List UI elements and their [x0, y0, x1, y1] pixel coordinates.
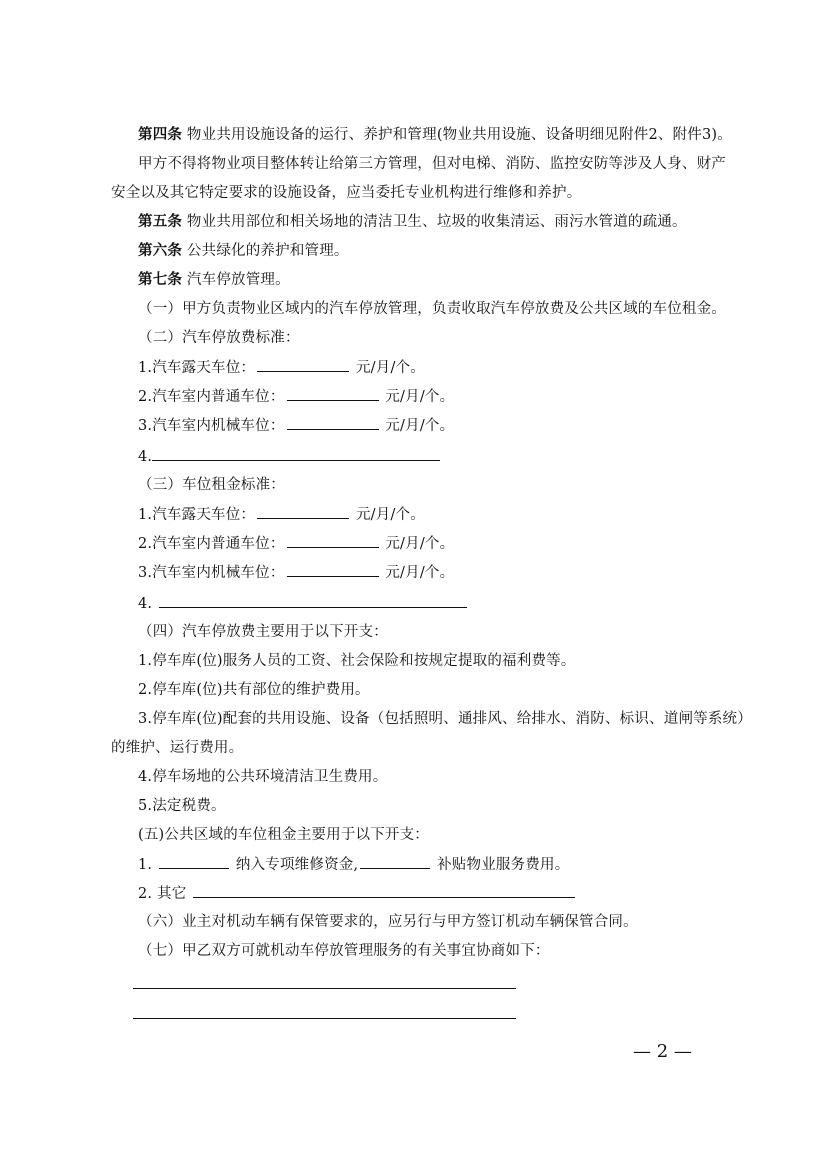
- item-4-use-3-cont: 的维护、运行费用。: [111, 740, 244, 756]
- parking-fee-row-1: 1.汽车露天车位： 元/月/个。: [138, 357, 425, 378]
- item-4-use-2: 2.停车库(位)共有部位的维护费用。: [138, 682, 370, 698]
- item-1: （一）甲方负责物业区域内的汽车停放管理，负责收取汽车停放费及公共区域的车位租金。: [138, 301, 726, 317]
- fill-blank[interactable]: [287, 415, 379, 430]
- parking-fee-row-2: 2.汽车室内普通车位： 元/月/个。: [138, 386, 454, 407]
- item-5-heading: (五)公共区域的车位租金主要用于以下开支：: [138, 827, 430, 843]
- parking-fee-row-4: 4.: [138, 446, 442, 467]
- item-4-heading: （四）汽车停放费主要用于以下开支：: [138, 624, 388, 640]
- article-4-label: 第四条: [138, 126, 183, 143]
- parking-fee-row-3: 3.汽车室内机械车位： 元/月/个。: [138, 415, 454, 436]
- article-5-text: 物业共用部位和相关场地的清洁卫生、垃圾的收集清运、雨污水管道的疏通。: [186, 214, 687, 230]
- page-number: — 2 —: [633, 1041, 692, 1062]
- space-rent-row-1: 1.汽车露天车位： 元/月/个。: [138, 504, 425, 525]
- fill-blank[interactable]: [257, 504, 349, 519]
- item-2-heading: （二）汽车停放费标准：: [138, 330, 300, 346]
- fill-blank[interactable]: [193, 883, 575, 898]
- item-6: （六）业主对机动车辆有保管要求的，应另行与甲方签订机动车辆保管合同。: [138, 914, 638, 930]
- article-7-text: 汽车停放管理。: [186, 272, 290, 288]
- article-5-label: 第五条: [138, 213, 183, 230]
- article-7: [138, 270, 290, 290]
- fill-blank[interactable]: [159, 593, 467, 608]
- fill-blank[interactable]: [287, 533, 379, 548]
- item-7: （七）甲乙双方可就机动车停放管理服务的有关事宜协商如下：: [138, 943, 550, 959]
- fill-blank[interactable]: [287, 562, 379, 577]
- blank-line[interactable]: [133, 1018, 516, 1019]
- space-rent-row-4: 4.: [138, 593, 469, 614]
- item-4-use-4: 4.停车场地的公共环境清洁卫生费用。: [138, 769, 388, 785]
- article-4: [138, 125, 732, 145]
- article-5: [138, 212, 687, 232]
- fill-blank[interactable]: [257, 357, 349, 372]
- item-4-use-5: 5.法定税费。: [138, 798, 226, 814]
- fill-blank[interactable]: [152, 446, 440, 461]
- space-rent-row-2: 2.汽车室内普通车位： 元/月/个。: [138, 533, 454, 554]
- blank-line[interactable]: [133, 988, 516, 989]
- item-4-use-3: 3.停车库(位)配套的共用设施、设备（包括照明、通排风、给排水、消防、标识、道闸等系统）: [138, 711, 752, 727]
- fill-blank[interactable]: [159, 854, 229, 869]
- article-4-text: 物业共用设施设备的运行、养护和管理(物业共用设施、设备明细见附件2、附件3)。: [186, 127, 732, 143]
- article-6: [138, 241, 349, 261]
- item-4-use-1: 1.停车库(位)服务人员的工资、社会保险和按规定提取的福利费等。: [138, 653, 576, 669]
- paragraph-a4-p1: 甲方不得将物业项目整体转让给第三方管理，但对电梯、消防、监控安防等涉及人身、财产: [138, 156, 726, 172]
- space-rent-row-3: 3.汽车室内机械车位： 元/月/个。: [138, 562, 454, 583]
- item-3-heading: （三）车位租金标准：: [138, 477, 285, 493]
- article-6-label: 第六条: [138, 242, 183, 259]
- article-7-label: 第七条: [138, 271, 183, 288]
- item-5-use-1: 1. 纳入专项维修资金, 补贴物业服务费用。: [138, 854, 569, 875]
- fill-blank[interactable]: [360, 854, 430, 869]
- item-5-use-2: 2. 其它: [138, 883, 577, 904]
- article-6-text: 公共绿化的养护和管理。: [186, 243, 349, 259]
- paragraph-a4-p2: 安全以及其它特定要求的设施设备，应当委托专业机构进行维修和养护。: [111, 185, 582, 201]
- fill-blank[interactable]: [287, 386, 379, 401]
